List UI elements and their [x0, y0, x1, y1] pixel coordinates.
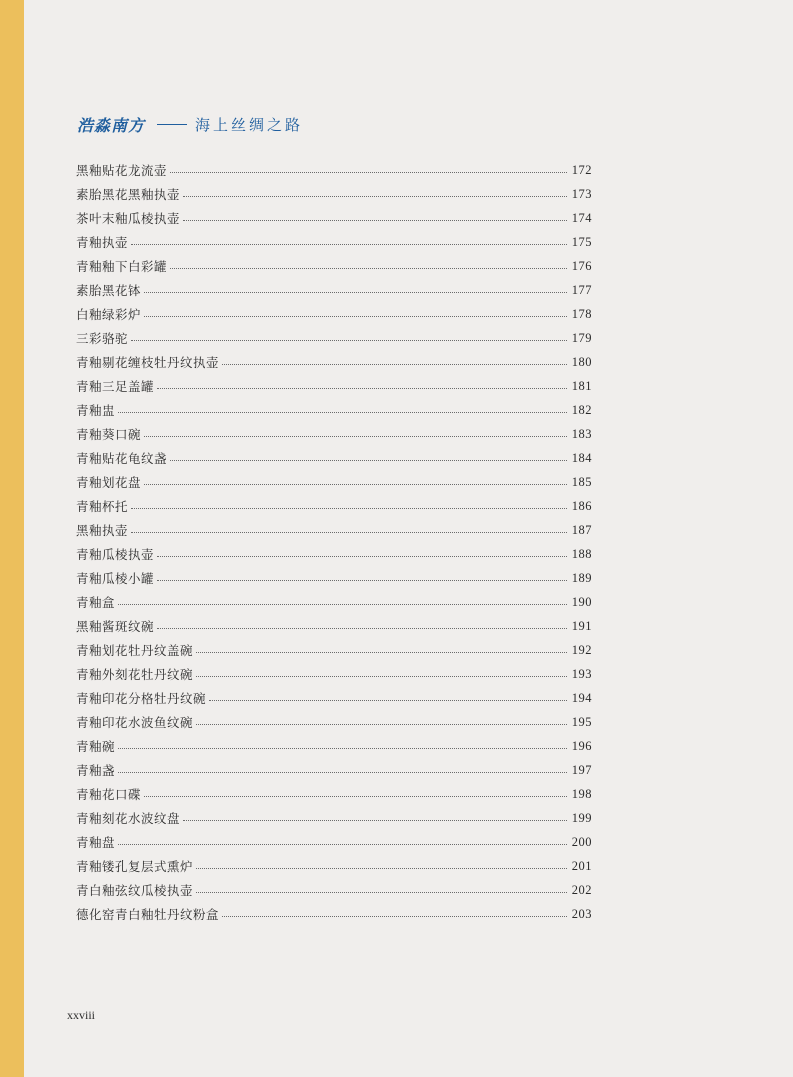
toc-entry[interactable]: [76, 254, 592, 278]
table-of-contents: [76, 158, 592, 926]
toc-entry[interactable]: [76, 758, 592, 782]
toc-entry-title: 青釉贴花龟纹盏: [76, 451, 168, 466]
toc-entry-title: 青釉盏: [76, 763, 116, 778]
toc-entry-title: 青釉釉下白彩罐: [76, 259, 168, 274]
toc-entry[interactable]: [76, 350, 592, 374]
toc-entry-title: 青釉印花水波鱼纹碗: [76, 715, 194, 730]
toc-entry-page-number: 190: [571, 594, 592, 609]
toc-entry-page-number: 197: [571, 762, 592, 777]
running-header: [77, 113, 303, 136]
dot-leader: [170, 172, 567, 173]
toc-entry-title: 素胎黑花钵: [76, 283, 142, 298]
toc-entry[interactable]: [76, 806, 592, 830]
toc-entry-title: 青釉三足盖罐: [76, 379, 155, 394]
toc-entry-title: 青釉划花盘: [76, 475, 142, 490]
toc-entry-title: 青釉瓜棱执壶: [76, 547, 155, 562]
toc-entry-page-number: 174: [571, 210, 592, 225]
dot-leader: [144, 292, 567, 293]
toc-entry[interactable]: [76, 398, 592, 422]
toc-entry-page-number: 203: [571, 906, 592, 921]
toc-entry-page-number: 175: [571, 234, 592, 249]
toc-entry-title: 青釉盅: [76, 403, 116, 418]
toc-entry-title: 青釉剔花缠枝牡丹纹执壶: [76, 355, 220, 370]
dot-leader: [144, 796, 567, 797]
toc-entry[interactable]: [76, 182, 592, 206]
toc-entry-page-number: 192: [571, 642, 592, 657]
toc-entry[interactable]: [76, 446, 592, 470]
toc-entry[interactable]: [76, 662, 592, 686]
toc-entry[interactable]: [76, 734, 592, 758]
dot-leader: [157, 628, 567, 629]
toc-entry-title: 茶叶末釉瓜棱执壶: [76, 211, 181, 226]
toc-entry[interactable]: [76, 278, 592, 302]
toc-entry-title: 青釉碗: [76, 739, 116, 754]
toc-entry-page-number: 200: [571, 834, 592, 849]
dot-leader: [183, 220, 567, 221]
toc-entry-page-number: 198: [571, 786, 592, 801]
toc-entry-page-number: 181: [571, 378, 592, 393]
toc-entry-page-number: 196: [571, 738, 592, 753]
page-number: xxviii: [67, 1008, 96, 1022]
toc-entry[interactable]: [76, 470, 592, 494]
toc-entry[interactable]: [76, 422, 592, 446]
toc-entry-title: 青釉划花牡丹纹盖碗: [76, 643, 194, 658]
toc-entry-title: 青釉执壶: [76, 235, 129, 250]
toc-entry-page-number: 176: [571, 258, 592, 273]
toc-entry-title: 青釉杯托: [76, 499, 129, 514]
toc-entry-title: 德化窑青白釉牡丹纹粉盒: [76, 907, 220, 922]
book-title: 浩淼南方: [77, 116, 146, 135]
dot-leader: [118, 412, 567, 413]
toc-entry-page-number: 199: [571, 810, 592, 825]
dot-leader: [170, 268, 567, 269]
toc-entry[interactable]: [76, 830, 592, 854]
toc-entry-page-number: 173: [571, 186, 592, 201]
toc-entry-title: 白釉绿彩炉: [76, 307, 142, 322]
toc-entry-title: 青釉盘: [76, 835, 116, 850]
dot-leader: [118, 604, 567, 605]
toc-entry[interactable]: [76, 230, 592, 254]
toc-entry-title: 青釉镂孔复层式熏炉: [76, 859, 194, 874]
toc-entry[interactable]: [76, 326, 592, 350]
dot-leader: [131, 244, 567, 245]
toc-entry[interactable]: [76, 494, 592, 518]
toc-entry-page-number: 191: [571, 618, 592, 633]
toc-entry-title: 青釉刻花水波纹盘: [76, 811, 181, 826]
toc-entry-title: 青釉外刻花牡丹纹碗: [76, 667, 194, 682]
dot-leader: [157, 556, 567, 557]
toc-entry[interactable]: [76, 902, 592, 926]
page-edge-band: [0, 0, 24, 1077]
dot-leader: [196, 676, 567, 677]
toc-entry-page-number: 195: [571, 714, 592, 729]
dot-leader: [131, 532, 567, 533]
toc-entry[interactable]: [76, 638, 592, 662]
dot-leader: [196, 652, 567, 653]
header-dash: [157, 124, 187, 125]
toc-entry[interactable]: [76, 518, 592, 542]
toc-entry[interactable]: [76, 614, 592, 638]
dot-leader: [131, 340, 567, 341]
toc-entry[interactable]: [76, 878, 592, 902]
toc-entry[interactable]: [76, 206, 592, 230]
toc-entry-page-number: 187: [571, 522, 592, 537]
toc-entry-title: 青釉花口碟: [76, 787, 142, 802]
toc-entry-title: 青釉盒: [76, 595, 116, 610]
book-subtitle: 海上丝绸之路: [195, 116, 304, 134]
toc-entry[interactable]: [76, 782, 592, 806]
toc-entry-page-number: 189: [571, 570, 592, 585]
toc-entry-title: 青釉瓜棱小罐: [76, 571, 155, 586]
dot-leader: [118, 844, 567, 845]
toc-entry-page-number: 186: [571, 498, 592, 513]
toc-entry[interactable]: [76, 590, 592, 614]
toc-entry-page-number: 172: [571, 162, 592, 177]
toc-entry-title: 黑釉酱斑纹碗: [76, 619, 155, 634]
toc-entry-page-number: 177: [571, 282, 592, 297]
toc-entry[interactable]: [76, 158, 592, 182]
dot-leader: [144, 436, 567, 437]
toc-entry-page-number: 178: [571, 306, 592, 321]
toc-entry-page-number: 179: [571, 330, 592, 345]
toc-entry-page-number: 202: [571, 882, 592, 897]
toc-entry-page-number: 193: [571, 666, 592, 681]
dot-leader: [196, 892, 567, 893]
toc-entry-title: 黑釉执壶: [76, 523, 129, 538]
toc-entry-page-number: 184: [571, 450, 592, 465]
toc-entry-page-number: 180: [571, 354, 592, 369]
toc-entry-page-number: 188: [571, 546, 592, 561]
dot-leader: [196, 868, 567, 869]
toc-entry[interactable]: [76, 302, 592, 326]
dot-leader: [183, 820, 567, 821]
dot-leader: [222, 364, 567, 365]
toc-entry-page-number: 194: [571, 690, 592, 705]
dot-leader: [144, 484, 567, 485]
toc-entry[interactable]: [76, 566, 592, 590]
dot-leader: [170, 460, 567, 461]
dot-leader: [222, 916, 567, 917]
dot-leader: [157, 580, 567, 581]
toc-entry-page-number: 182: [571, 402, 592, 417]
dot-leader: [209, 700, 567, 701]
toc-entry[interactable]: [76, 686, 592, 710]
toc-entry[interactable]: [76, 542, 592, 566]
toc-entry-title: 黑釉贴花龙流壶: [76, 163, 168, 178]
dot-leader: [118, 772, 567, 773]
toc-entry-title: 三彩骆驼: [76, 331, 129, 346]
toc-entry-page-number: 183: [571, 426, 592, 441]
dot-leader: [144, 316, 567, 317]
toc-entry-title: 青釉印花分格牡丹纹碗: [76, 691, 207, 706]
toc-entry[interactable]: [76, 374, 592, 398]
dot-leader: [157, 388, 567, 389]
toc-entry[interactable]: [76, 710, 592, 734]
dot-leader: [196, 724, 567, 725]
toc-entry-page-number: 185: [571, 474, 592, 489]
toc-entry-title: 青白釉弦纹瓜棱执壶: [76, 883, 194, 898]
toc-entry-page-number: 201: [571, 858, 592, 873]
dot-leader: [118, 748, 567, 749]
toc-entry-title: 素胎黑花黑釉执壶: [76, 187, 181, 202]
dot-leader: [131, 508, 567, 509]
dot-leader: [183, 196, 567, 197]
toc-entry-title: 青釉葵口碗: [76, 427, 142, 442]
toc-entry[interactable]: [76, 854, 592, 878]
